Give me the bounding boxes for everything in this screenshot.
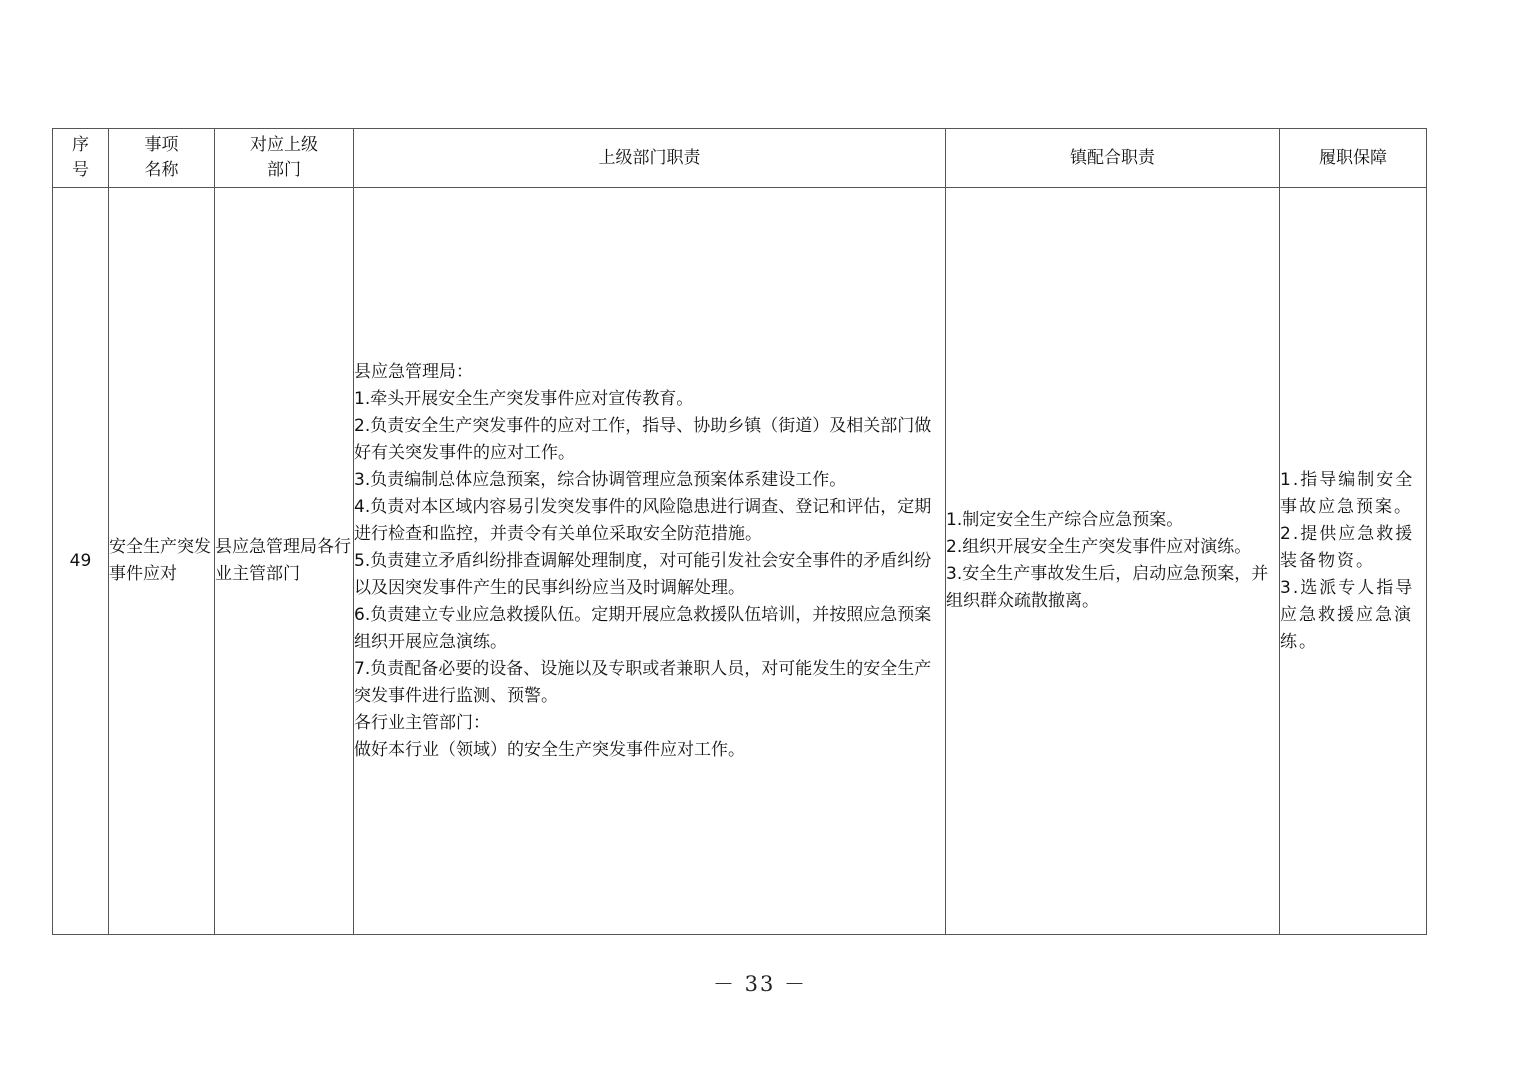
- header-guarantee: 履职保障: [1280, 129, 1427, 188]
- upper-duty-line: 县应急管理局：: [354, 361, 473, 382]
- row-num: 49: [53, 188, 109, 935]
- page-number: － 33 －: [712, 972, 808, 996]
- guarantee-line: 3.选派专人指导应急救援应急演练。: [1280, 577, 1415, 652]
- guarantee-line: 2.提供应急救援装备物资。: [1280, 523, 1415, 571]
- guarantee-line: 1.指导编制安全事故应急预案。: [1280, 469, 1415, 517]
- upper-duty-line: 做好本行业（领域）的安全生产突发事件应对工作。: [354, 739, 745, 760]
- upper-duty-line: 2.负责安全生产突发事件的应对工作，指导、协助乡镇（街道）及相关部门做好有关突发事件的应对工作。: [354, 415, 932, 463]
- town-duty-line: 1.制定安全生产综合应急预案。: [946, 510, 1184, 530]
- upper-duty-line: 6.负责建立专业应急救援队伍。定期开展应急救援队伍培训，并按照应急预案组织开展应急演练。: [354, 604, 932, 652]
- table-row: [53, 188, 1427, 935]
- upper-duty-line: 4.负责对本区域内容易引发突发事件的风险隐患进行调查、登记和评估，定期进行检查和监控，并责令有关单位采取安全防范措施。: [354, 496, 932, 544]
- upper-duty-line: 各行业主管部门：: [354, 712, 490, 733]
- town-duty-line: 3.安全生产事故发生后，启动应急预案，并组织群众疏散撤离。: [946, 564, 1269, 611]
- upper-duty-line: 5.负责建立矛盾纠纷排查调解处理制度，对可能引发社会安全事件的矛盾纠纷以及因突发事件产生的民事纠纷应当及时调解处理。: [354, 550, 932, 598]
- header-upper-dept: 对应上级部门: [215, 129, 354, 188]
- responsibility-table: [52, 128, 1427, 935]
- row-town-duty: [946, 188, 1280, 935]
- row-guarantee: [1280, 188, 1427, 935]
- header-num: 序号: [53, 129, 109, 188]
- header-item-name: 事项名称: [109, 129, 215, 188]
- row-upper-dept: 县应急管理局各行业主管部门: [215, 188, 354, 935]
- row-upper-duty: [354, 188, 946, 935]
- upper-duty-line: 3.负责编制总体应急预案，综合协调管理应急预案体系建设工作。: [354, 469, 847, 490]
- row-item-name: 安全生产突发事件应对: [109, 188, 215, 935]
- town-duty-line: 2.组织开展安全生产突发事件应对演练。: [946, 537, 1252, 557]
- table-header-row: [53, 129, 1427, 188]
- upper-duty-line: 1.牵头开展安全生产突发事件应对宣传教育。: [354, 388, 694, 409]
- upper-duty-line: 7.负责配备必要的设备、设施以及专职或者兼职人员，对可能发生的安全生产突发事件进行监测、预警。: [354, 658, 932, 706]
- header-upper-duty: 上级部门职责: [354, 129, 946, 188]
- header-town-duty: 镇配合职责: [946, 129, 1280, 188]
